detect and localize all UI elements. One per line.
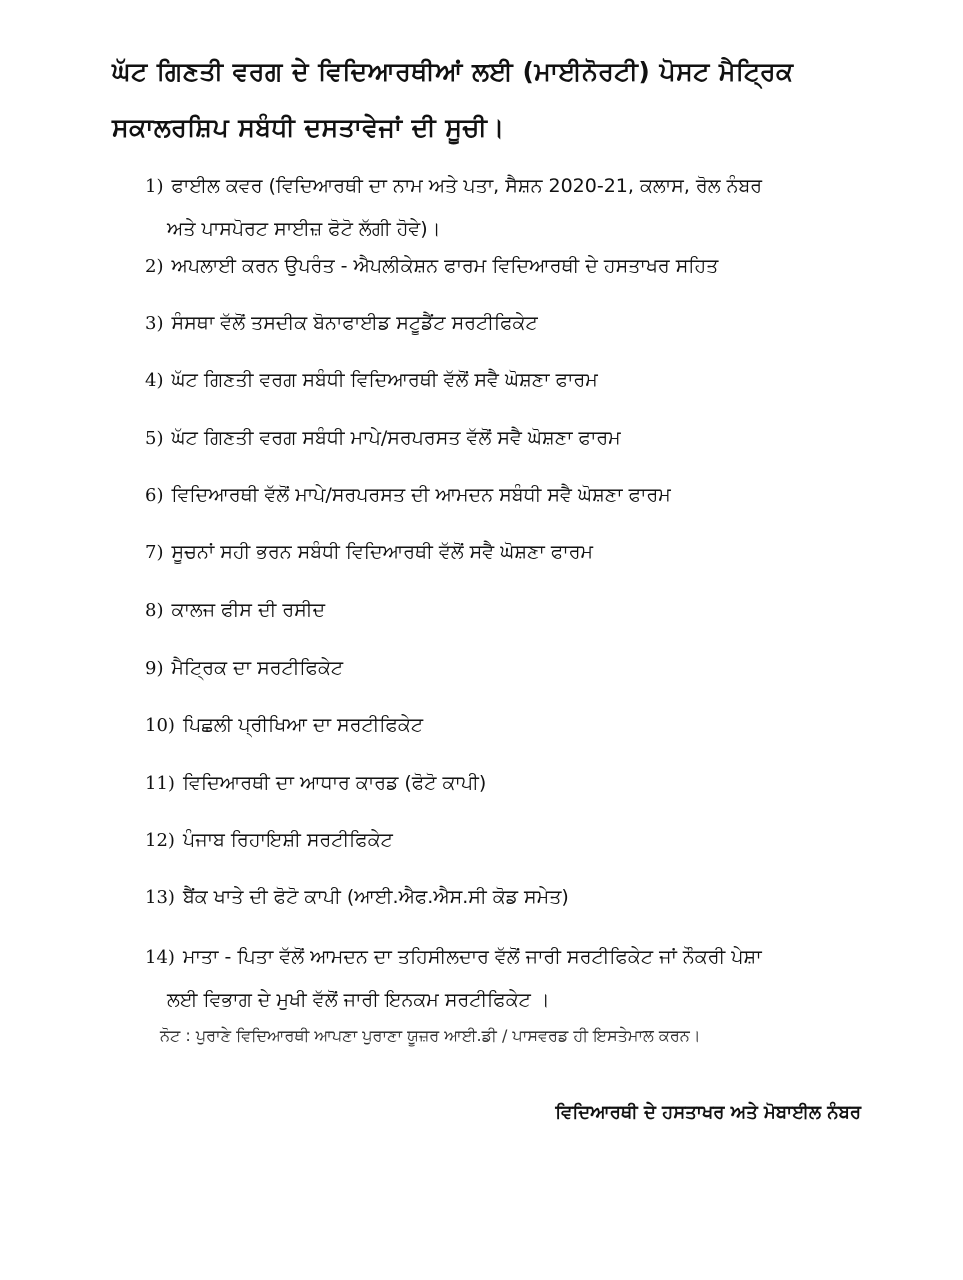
- item-number: 12): [145, 830, 175, 851]
- title-line-2: ਸਕਾਲਰਸ਼ਿਪ ਸਬੰਧੀ ਦਸਤਾਵੇਜਾਂ ਦੀ ਸੂਚੀ।: [112, 113, 505, 142]
- item-text: ਵਿਦਿਆਰਥੀ ਵੱਲੋਂ ਮਾਪੇ/ਸਰਪਰਸਤ ਦੀ ਆਮਦਨ ਸਬੰਧੀ ਸਵੈ ਘੋਸ਼ਣਾ ਫਾਰਮ: [171, 484, 671, 506]
- list-item: [145, 648, 885, 689]
- list-item: [145, 705, 885, 746]
- item-text: ਬੈਂਕ ਖਾਤੇ ਦੀ ਫੋਟੋ ਕਾਪੀ (ਆਈ.ਐਫ.ਐਸ.ਸੀ ਕੋਡ ਸਮੇਤ): [182, 886, 569, 908]
- item-number: 7): [145, 542, 164, 563]
- item-text: ਮਾਤਾ - ਪਿਤਾ ਵੱਲੋਂ ਆਮਦਨ ਦਾ ਤਹਿਸੀਲਦਾਰ ਵੱਲੋਂ ਜਾਰੀ ਸਰਟੀਫਿਕੇਟ ਜਾਂ ਨੌਕਰੀ ਪੇਸ਼ਾ: [182, 946, 762, 968]
- item-text: ਫਾਈਲ ਕਵਰ (ਵਿਦਿਆਰਥੀ ਦਾ ਨਾਮ ਅਤੇ ਪਤਾ, ਸੈਸ਼ਨ 2020-21, ਕਲਾਸ, ਰੋਲ ਨੰਬਰ: [171, 175, 763, 197]
- item-text: ਮੈਟ੍ਰਿਕ ਦਾ ਸਰਟੀਫਿਕੇਟ: [171, 657, 344, 679]
- item-text-continued: ਅਤੇ ਪਾਸਪੋਰਟ ਸਾਈਜ਼ ਫੋਟੋ ਲੱਗੀ ਹੋਵੇ)।: [167, 218, 441, 240]
- item-text: ਕਾਲਜ ਫੀਸ ਦੀ ਰਸੀਦ: [171, 599, 326, 621]
- item-number: 4): [145, 370, 164, 391]
- item-text: ਅਪਲਾਈ ਕਰਨ ਉਪਰੰਤ - ਐਪਲੀਕੇਸ਼ਨ ਫਾਰਮ ਵਿਦਿਆਰਥੀ ਦੇ ਹਸਤਾਖਰ ਸਹਿਤ: [171, 255, 719, 277]
- item-number: 3): [145, 313, 164, 334]
- item-number: 6): [145, 485, 164, 506]
- list-item: [145, 418, 885, 459]
- item-number: 14): [145, 947, 175, 968]
- note-text: ਨੋਟ : ਪੁਰਾਣੇ ਵਿਦਿਆਰਥੀ ਆਪਣਾ ਪੁਰਾਣਾ ਯੂਜ਼ਰ ਆਈ.ਡੀ / ਪਾਸਵਰਡ ਹੀ ਇਸਤੇਮਾਲ ਕਰਨ।: [160, 1026, 701, 1045]
- item-number: 9): [145, 658, 164, 679]
- item-number: 8): [145, 600, 164, 621]
- item-text: ਘੱਟ ਗਿਣਤੀ ਵਰਗ ਸਬੰਧੀ ਮਾਪੇ/ਸਰਪਰਸਤ ਵੱਲੋਂ ਸਵੈ ਘੋਸ਼ਣਾ ਫਾਰਮ: [171, 427, 621, 449]
- item-text: ਸੰਸਥਾ ਵੱਲੋਂ ਤਸਦੀਕ ਬੋਨਾਫਾਈਡ ਸਟੂਡੈਂਟ ਸਰਟੀਫਿਕੇਟ: [171, 312, 538, 334]
- item-text-continued: ਲਈ ਵਿਭਾਗ ਦੇ ਮੁਖੀ ਵੱਲੋਂ ਜਾਰੀ ਇਨਕਮ ਸਰਟੀਫਿਕੇਟ ।: [167, 989, 550, 1011]
- list-item: [145, 360, 885, 401]
- item-text: ਸੂਚਨਾਂ ਸਹੀ ਭਰਨ ਸਬੰਧੀ ਵਿਦਿਆਰਥੀ ਵੱਲੋਂ ਸਵੈ ਘੋਸ਼ਣਾ ਫਾਰਮ: [171, 541, 593, 563]
- list-item: [145, 590, 885, 631]
- item-text: ਪਿਛਲੀ ਪ੍ਰੀਖਿਆ ਦਾ ਸਰਟੀਫਿਕੇਟ: [182, 714, 424, 736]
- title-line-1: ਘੱਟ ਗਿਣਤੀ ਵਰਗ ਦੇ ਵਿਦਿਆਰਥੀਆਂ ਲਈ (ਮਾਈਨੋਰਟੀ) ਪੋਸਟ ਮੈਟ੍ਰਿਕ: [112, 57, 794, 86]
- item-number: 10): [145, 715, 175, 736]
- item-text: ਘੱਟ ਗਿਣਤੀ ਵਰਗ ਸਬੰਧੀ ਵਿਦਿਆਰਥੀ ਵੱਲੋਂ ਸਵੈ ਘੋਸ਼ਣਾ ਫਾਰਮ: [171, 369, 598, 391]
- item-number: 11): [145, 773, 175, 794]
- list-item: [145, 166, 885, 249]
- list-item: [145, 937, 885, 1020]
- list-item: [145, 246, 885, 287]
- list-item: [145, 532, 885, 573]
- list-item: [145, 303, 885, 344]
- item-number: 2): [145, 256, 164, 277]
- list-item: [145, 820, 885, 861]
- item-text: ਪੰਜਾਬ ਰਿਹਾਇਸ਼ੀ ਸਰਟੀਫਿਕੇਟ: [182, 829, 393, 851]
- list-item: [145, 877, 885, 918]
- signature-line: ਵਿਦਿਆਰਥੀ ਦੇ ਹਸਤਾਖਰ ਅਤੇ ਮੋਬਾਈਲ ਨੰਬਰ: [555, 1102, 861, 1123]
- item-number: 13): [145, 887, 175, 908]
- item-number: 1): [145, 176, 164, 197]
- item-text: ਵਿਦਿਆਰਥੀ ਦਾ ਆਧਾਰ ਕਾਰਡ (ਫੋਟੋ ਕਾਪੀ): [182, 772, 487, 794]
- list-item: [145, 475, 885, 516]
- list-item: [145, 763, 885, 804]
- item-number: 5): [145, 428, 164, 449]
